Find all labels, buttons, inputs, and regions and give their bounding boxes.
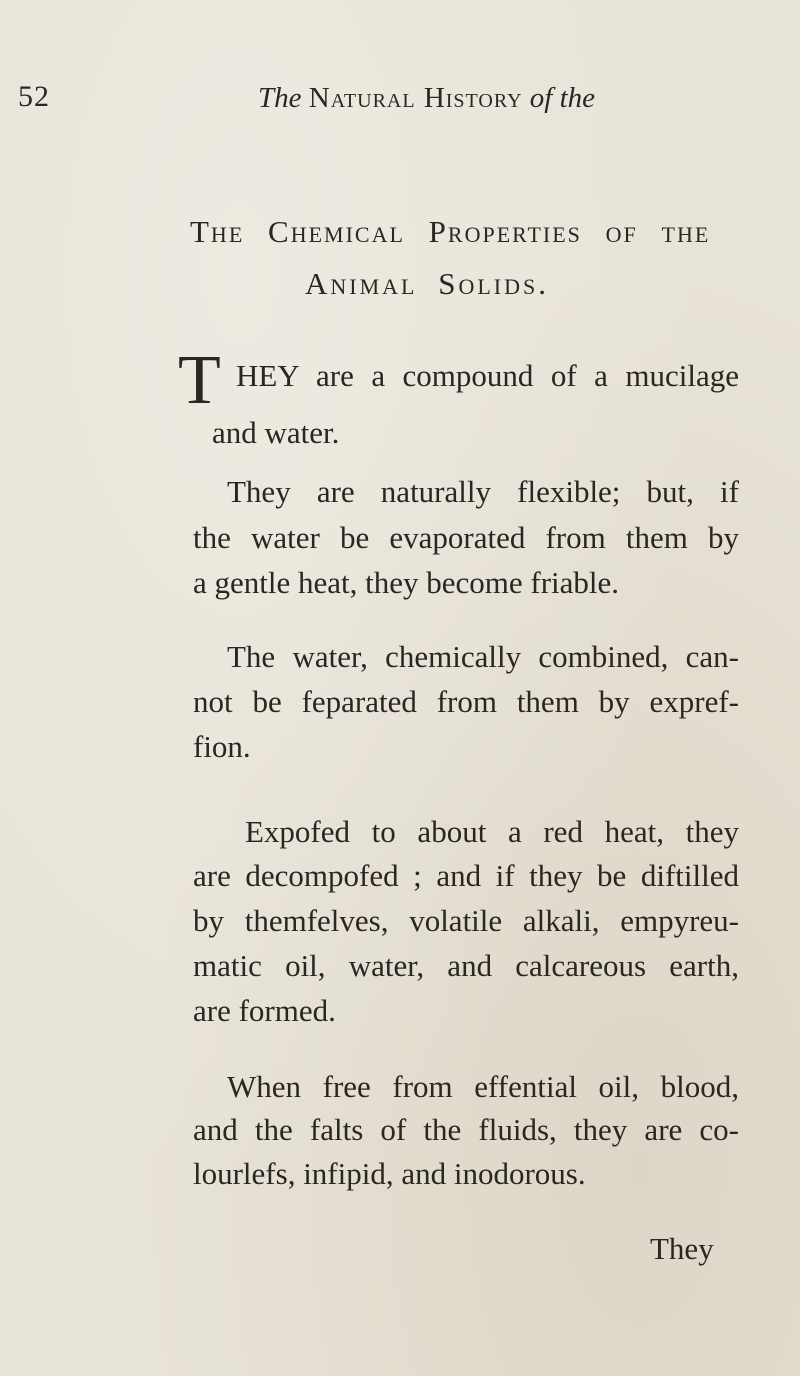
paragraph-4-line-3: by themfelves, volatile alkali, empyreu- [193,903,739,938]
paragraph-5-line-1: When free from effential oil, blood, [227,1069,739,1104]
page-number: 52 [18,80,50,113]
catchword: They [650,1231,714,1266]
paragraph-1-line-2: and water. [212,415,340,450]
section-title-line-1: The Chemical Properties of the [190,214,711,249]
running-head-title: Natural History [308,82,523,114]
section-title-line-2: Animal Solids. [305,266,550,301]
paragraph-4-line-5: are formed. [193,993,336,1028]
paragraph-5-line-3: lourlefs, infipid, and inodorous. [193,1156,586,1191]
paragraph-3-line-2: not be feparated from them by expref- [193,684,739,719]
paragraph-5-line-2: and the falts of the fluids, they are co- [193,1112,739,1147]
paragraph-3-line-3: fion. [193,729,251,764]
paragraph-4-line-4: matic oil, water, and calcareous earth, [193,948,739,983]
running-head [258,82,595,115]
paragraph-2-line-3: a gentle heat, they become friable. [193,565,620,600]
running-head-of-the: of the [529,82,596,114]
paragraph-2-line-1: They are naturally flexible; but, if [227,474,739,509]
paragraph-3-line-1: The water, chemically combined, can- [227,639,739,674]
paragraph-1-line-1: HEY are a compound of a mucilage [236,358,739,393]
paragraph-4-line-2: are decompofed ; and if they be diftilled [193,858,739,893]
drop-cap: T [178,342,221,419]
paragraph-2-line-2: the water be evaporated from them by [193,520,739,555]
running-head-the: The [258,82,302,114]
paragraph-4-line-1: Expofed to about a red heat, they [245,814,739,849]
